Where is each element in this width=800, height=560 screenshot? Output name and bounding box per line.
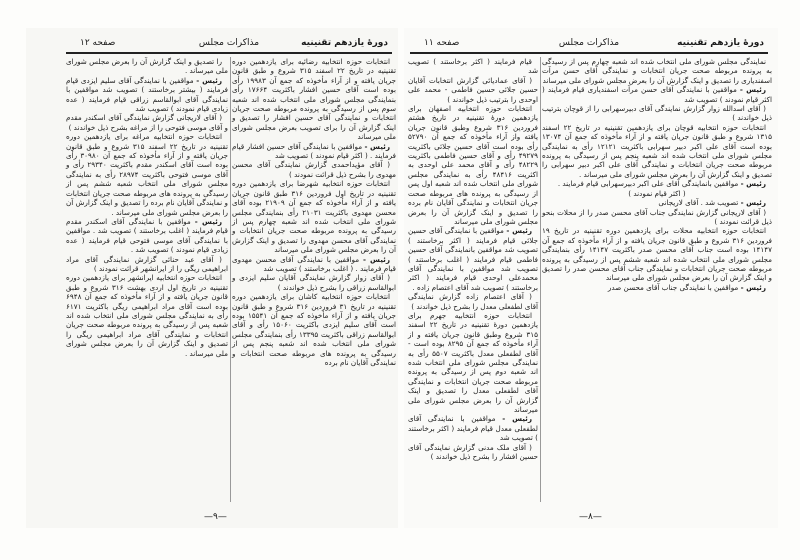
paragraph-text: مواقفین با نمایندگی آقای سلیم ایزدی قیام فرمایند ( بیشتر برخاستند ) تصویب شد مواقفین با نمایندگی آقای ابوالقاسم زراقی قیام فرمایند ( عده زیادی قیام نمودند ) تصویب شد: [66, 75, 228, 114]
page-right: [404, 28, 778, 528]
paragraph: [542, 208, 772, 227]
paragraph: [66, 113, 228, 132]
paragraph: [542, 226, 772, 282]
text-column: [66, 57, 228, 358]
paragraph: [232, 160, 396, 179]
text-column: [232, 57, 396, 367]
speaker-paragraph: [542, 179, 772, 188]
paragraph-text: تصویب شد . آقای لاریجانی: [658, 198, 739, 208]
paragraph-text: ( آقای زوار گزارش نمایندگی آقایان سلیم ایزدی و ابوالقاسم زراقی را بشرح ذیل خواندند ): [232, 273, 396, 292]
speaker-label: رئیس -: [364, 141, 390, 151]
paragraph: [542, 189, 772, 198]
page-number: صفحه ۱۲: [80, 38, 116, 48]
paragraph-text: مواقفین بانمایندگی آقای علی اکبر دبیرسهرابی قیام فرمایند .: [557, 179, 739, 189]
paragraph: [232, 292, 396, 367]
speaker-label: رئیس -: [194, 216, 222, 226]
paragraph-text: ( آقای عمادیائی گزارش انتخابات آقایان حسین جلائی حسین فاطمی - محمد علی اوحدی را بترتیب ذیل خواندند ): [408, 75, 538, 104]
paragraph-text: انتخابات حوزه انتخابیه کاشان برای یازدهمین دوره تقنینیه در تاریخ ۳۱ فروردین ۳۱۶ شروع و طبق قانون جریان یافته و از آراء مأخوذه که جمع آن ۱۵۵۴۱ بوده است آقای سلیم ایزدی باکثریت ۱۵۰۶۰ رأی و آقای ابوالقاسم زراقی باکثریت ۱۳۳۹۵ رأی بنمایندگی مجلس شورای ملی انتخاب شده اند شعبه پنجم پس از رسیدگی به پرونده های مربوطه صحت انتخابات و نمایندگی آقایان نام برده: [232, 292, 397, 367]
speaker-paragraph: [542, 85, 772, 104]
paragraph: [542, 104, 772, 123]
paragraph: [66, 273, 228, 358]
page-footer: —۹—: [204, 512, 227, 522]
page-header: [66, 36, 392, 52]
paragraph-text: را تصدیق و اینک گزارش آن را بعرض مجلس شورای ملی میرساند .: [66, 57, 228, 76]
column-divider: [230, 57, 231, 502]
header-rule: [410, 52, 768, 54]
paragraph-text: مواقفین با نمایندگی آقای محسن مهدوی قیام فرمایند . ( اغلب برخاستند ) تصویب شد: [232, 254, 396, 273]
paragraph-text: مواقفین با نمایندگی آقای حسن مرآت اسفندیاری قیام فرمایند ( اکثر قیام نمودند ) تصویب شد: [542, 85, 772, 104]
paragraph-text: انتخابات حوزه انتخابیه قوچان برای یازدهمین تقنینیه در تاریخ ۲۲ اسفند ۱۳۱۵ شروع و طبق قانون جریان یافته و از آراء مأخوذه که جمع آن ۱۳۰۷۴ بوده است آقای علی اکبر دبیر سهرابی باکثریت ۱۲۱۲۱ رأی به نمایندگی مجلس شورای ملی انتخاب شده اند شعبه پنجم پس از رسیدگی به پرونده مربوطه صحت جریان انتخابات و نمایندگی آقای علی اکبر دبیر سهرابی را تصدیق و اینک گزارش آن را بعرض مجلس شورای ملی میرساند .: [542, 122, 772, 179]
page-footer: —۸—: [579, 512, 602, 522]
page-left: [26, 28, 398, 528]
paragraph-text: مواقفین با نمایندگی آقای حسین جلائی قیام فرمایند ( اکثر برخاستند ) تصویب شد مواقفین بانمایندگی آقای حسین فاطمی قیام فرمایند ( اغلب برخاستند ) تصویب شد مواقفین با نمایندگی آقای محمدعلی اوحدی قیام فرمایند ( اکثر برخاستند ) تصویب شد آقای اعتصام زاده .: [408, 226, 538, 292]
speaker-label: رئیس -: [506, 226, 532, 236]
paragraph: [232, 273, 396, 292]
header-rule: [66, 52, 392, 54]
paragraph-text: انتخابات حوزه انتخابیه ایرانشهر برای یازدهمین دوره تقنینیه در تاریخ اول اردی بهشت ۳۱۶ شروع و طبق قانون جریان یافته و از آراء مأخوذه که جمع آن ۶۹۴۸ بوده است آقای مراد ابراهیمی ریگی باکثریت ۶۱۷۱ رأی به نمایندگی مجلس شورای ملی انتخاب شده اند شعبه پس از رسیدگی به پرونده مربوطه صحت جریان انتخابات و نمایندگی آقای مراد ابراهیمی ریگی را تصدیق و اینک گزارش آن را بعرض مجلس شورای ملی میرساند .: [66, 273, 228, 358]
paragraph-text: ( آقای عبد حنائی گزارش نمایندگی آقای مراد ابراهیمی ریگی را از ایرانشهر قرائت نمودند ): [66, 254, 228, 273]
speaker-label: رئیس -: [196, 75, 222, 85]
speaker-paragraph: [66, 76, 228, 114]
paragraph-text: انتخابات حوزه انتخابیه شهرضا برای یازدهمین دوره تقنینیه در تاریخ اول فروردین ۳۱۶ طبق قانون جریان یافته و از آراء مأخوذه که جمع آن ۲۱۹۰۹ بوده آقای محسن مهدوی باکثریت ۲۱۰۳۱ رأی بنمایندگی مجلس شورای ملی انتخاب شده اند شعبه چهارم پس از رسیدگی به پرونده مربوطه صحت جریان انتخابات و نمایندگی آقای محسن مهدوی را تصدیق و اینک گزارش آن را بعرض مجلس شورای ملی میرساند: [232, 179, 396, 255]
volume-label: دورهٔ یازدهم تقنینیه: [301, 38, 388, 48]
page-number: صفحه ۱۱: [424, 38, 460, 48]
paragraph-text: ( آقای اسدالله زوار گزارش نمایندگی آقای دبیرسهرابی را از قوچان بترتیب ذیل خواندند ): [542, 104, 772, 123]
speaker-label: رئیس -: [740, 198, 766, 208]
paragraph-text: ( آقای اعتصام زاده گزارش نمایندگی آقای لطفعلی معدل را بشرح ذیل خواندند ): [408, 292, 538, 311]
paragraph-text: نمایندگی مجلس شورای ملی انتخاب شده اند شعبه چهارم پس از رسیدگی به پرونده مربوطه صحت جریان انتخابات و نمایندگی آقای حسن مرآت اسفندیاری را تصدیق و اینک گزارش آن را بعرض مجلس شورای ملی میرساند: [542, 57, 772, 85]
paragraph-text: ( آقای ملک مدنی گزارش نمایندگی آقای حسین افشار را بشرح ذیل خواندند ): [408, 442, 538, 462]
paragraph: [542, 57, 772, 85]
paragraph: [408, 311, 538, 414]
paragraph: [408, 76, 538, 104]
paragraph: [408, 292, 538, 311]
speaker-paragraph: [542, 198, 772, 207]
paragraph-text: انتخابات حوزه انتخابیه اصفهان برای یازدهمین دورهٔ تقنینیه در تاریخ هشتم فروردین ۳۱۶ شروع وطبق قانون جریان یافته واز آراء مأخوذه که جمع آن ۵۲۷۹۰ رأی بوده است آقای حسین جلائی باکثریت ۴۹۲۷۹ رأی و آقای حسین فاطمی باکثریت ۴۸۲۲۹ رأی و آقای محمد علی اوحدی به اکثریت ۴۸۴۱۶ رأی به نمایندگی مجلس شورای ملی انتخاب شده اند شعبه اول پس از رسیدگی به پرونده های مربوطه صحت جریان انتخابات و نمایندگی آقایان نام برده را تصدیق و اینک گزارش آن را بعرض مجلس شورای ملی میرساند: [408, 104, 538, 226]
paragraph-text: ( اکثر قیام نمودند ): [628, 188, 686, 198]
speaker-paragraph: [66, 217, 228, 255]
paragraph-text: ( آقای لاریجانی گزارش نمایندگی آقای اسکندر مقدم و آقای موسی فتوحی را از مراغه بشرح ذیل خواندند ): [66, 113, 228, 132]
volume-label: دورهٔ یازدهم تقنینیه: [677, 38, 764, 48]
speaker-label: رئیس -: [740, 179, 766, 189]
paragraph: [66, 57, 228, 76]
speaker-paragraph: [542, 283, 772, 292]
paragraph-text: مواقفین با نمایندگی جناب آقای محسن صدر: [607, 282, 739, 292]
paragraph-text: مواقفین با نمایندگی آقای لطفعلی معدل قیام فرمایند ( اکثر برخاستند ) تصویب شد: [408, 414, 538, 443]
running-title: مذاکرات مجلس: [558, 38, 620, 48]
speaker-paragraph: [232, 142, 396, 161]
page-header: [410, 36, 768, 52]
paragraph: [232, 57, 396, 142]
speaker-label: رئیس -: [739, 85, 766, 95]
running-title: مذاکرات مجلس: [198, 38, 260, 48]
paragraph-text: قیام فرمایند ( اکثر برخاستند ) تصویب شد: [408, 57, 538, 76]
paragraph-text: انتخابات حوزه انتخابیه محلات برای یازدهمین دوره تقنینیه در تاریخ ۱۹ فروردین ۳۱۶ شروع و طبق قانون جریان یافته و از آراء مأخوذه که جمع آن ۱۴۱۴۷ بوده است جناب آقای محسن صدر باکثریت ۱۴۱۴۷ رأی بنمایندگی مجلس شورای ملی انتخاب شده اند شعبه ششم پس از رسیدگی به پرونده مربوطه صحت جریان انتخابات و نمایندگی جناب آقای محسن صدر را تصدیق و اینک گزارش آن را بعرض مجلس شورای ملی میرساند: [542, 226, 772, 283]
paragraph-text: ( آقای لاریجانی گزارش نمایندگی جناب آقای محسن صدر را از محلات بنحو ذیل قرائت نمودند ): [542, 207, 772, 226]
paragraph-text: مواقفین با نمایندگی آقای اسکندر مقدم قیام فرمایند ( اغلب برخاستند ) تصویب شد . مواقفین با نمایندگی آقای موسی فتوحی قیام فرمایند ( عده زیادی قیام نمودند ) تصویب شد .: [66, 216, 228, 255]
speaker-label: رئیس -: [740, 282, 766, 292]
paragraph-text: انتخابات حوزه انتخابیه جهرم برای یازدهمین دورهٔ تقنینیه در تاریخ ۲۲ اسفند ۳۱۵ شروع وطبق قانون جریان یافته و از آراء مأخوذه که جمع آن ۸۲۹۵ بوده است - آقای لطفعلی معدل باکثریت ۵۵۰۷ رأی به نمایندگی مجلس شورای ملی انتخاب شده اند شعبه دوم پس از رسیدگی به پرونده مربوطه صحت جریان انتخابات و نمایندگی آقای لطفعلی معدل را تصدیق و اینک گزارش آن را بعرض مجلس شورای ملی میرساند: [408, 310, 538, 415]
speaker-paragraph: [232, 255, 396, 274]
speaker-paragraph: [408, 226, 538, 292]
text-column: [408, 57, 538, 461]
paragraph: [408, 443, 538, 462]
column-divider: [540, 57, 541, 502]
speaker-label: رئیس -: [502, 414, 533, 424]
text-column: [542, 57, 772, 292]
paragraph: [408, 57, 538, 76]
paragraph: [542, 123, 772, 179]
paragraph-text: انتخابات حوزه انتخابیه رضائیه برای یازدهمین دوره تقنینیه در تاریخ ۲۲ اسفند ۳۱۵ شروع و طبق قانون جریان یافته و از آراء مأخوذه که جمع آن ۱۹۹۸۳ رأی بوده است آقای حسین افشار باکثریت ۱۷۶۶۴ رأی بنمایندگی مجلس شورای ملی انتخاب شده اند شعبه سوم پس از رسیدگی به پرونده مربوطه صحت جریان انتخابات و نمایندگی آقای حسین افشار را تصدیق و اینک گزارش آن را برای تصویب بعرض مجلس شورای ملی میرساند: [232, 57, 397, 142]
paragraph: [408, 104, 538, 226]
paragraph-text: ( آقای مؤیداحمدی گزارش نمایندگی آقای محسن مهدوی را بشرح ذیل قرائت نمودند ): [232, 160, 396, 179]
paragraph-text: انتخابات حوزه انتخابیه مراغه برای یازدهمین دوره تقنینیه در تاریخ ۲۲ اسفند ۳۱۵ شروع و طبق قانون جریان یافته و از آراء مأخوذه که جمع آن ۳۰۹۸۰ رأی بوده است آقای اسکندر مقدم باکثریت ۲۹۳۴۰ رأی و آقای موسی فتوحی باکثریت ۲۸۹۷۴ رأی به نمایندگی مجلس شورای ملی انتخاب شعبه ششم پس از رسیدگی به پرونده های مربوطه صحت جریان انتخابات و نمایندگی آقایان نام برده را تصدیق و اینک گزارش آن را بعرض مجلس شورای ملی میرساند .: [66, 132, 228, 217]
paragraph-text: مواقفین با نمایندگی آقای حسین افشار قیام فرمایند . ( اکثر قیام نمودند ) تصویب شد: [232, 141, 396, 161]
paragraph: [66, 255, 228, 274]
speaker-paragraph: [408, 414, 538, 442]
paragraph: [66, 132, 228, 217]
paragraph: [232, 179, 396, 254]
speaker-label: رئیس -: [363, 254, 390, 264]
